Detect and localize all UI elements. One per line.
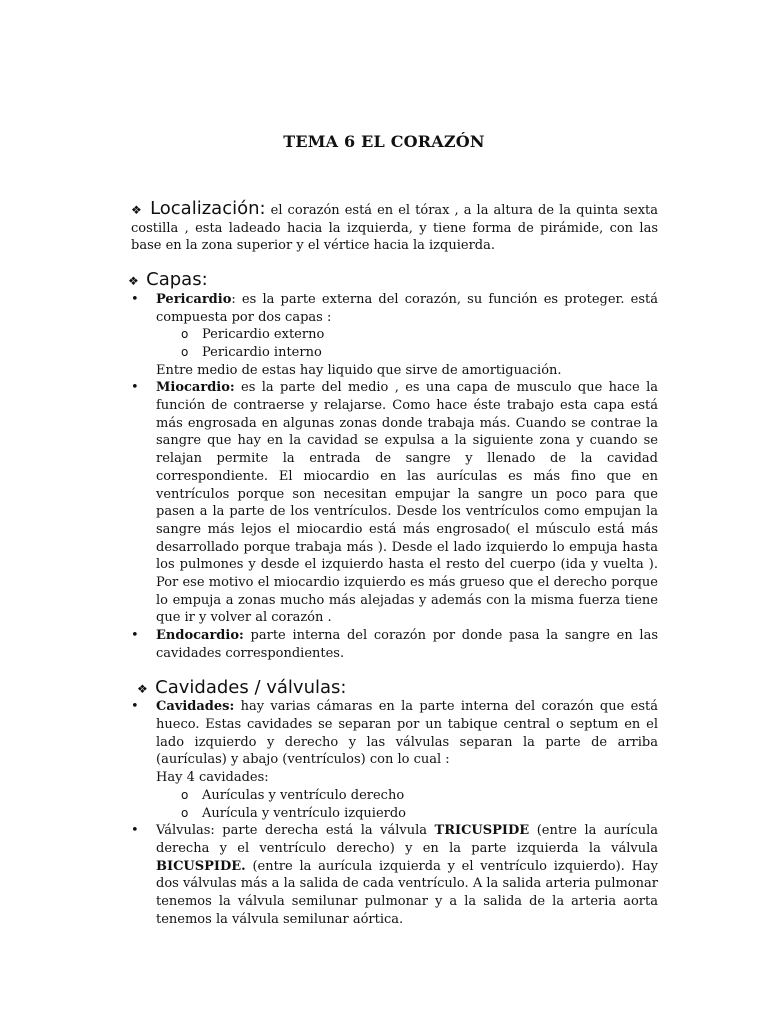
circle-bullet-icon: o [181, 805, 189, 820]
endocardio-term: Endocardio: [156, 628, 244, 644]
cavidades-term: Cavidades: [156, 699, 235, 715]
pericardio-term: Pericardio [156, 291, 232, 307]
list-item-miocardio [131, 379, 658, 627]
sub-item-label: Aurículas y ventrículo derecho [202, 787, 405, 803]
bullet-icon: • [131, 380, 139, 396]
pericardio-after-text [131, 362, 658, 380]
bicuspide-term: BICUSPIDE. [156, 858, 246, 874]
circle-bullet-icon: o [181, 327, 189, 342]
after-text: Entre medio de estas hay liquido que sirve de amortiguación. [156, 362, 562, 378]
localizacion-text: el corazón está en el tórax , a la altura de la quinta sexta costilla , esta ladeado hacia la izquierda, y tiene forma de pirámide, con las base en la zona superior y el vértice hacia la izquierda. [131, 203, 658, 254]
document-title: TEMA 6 EL CORAZÓN [283, 132, 485, 151]
list-item-endocardio [131, 627, 658, 662]
list-item-valvulas [131, 822, 658, 928]
list-item-pericardio [131, 291, 658, 326]
bullet-icon: • [131, 628, 139, 644]
section-localizacion [131, 200, 658, 255]
section-cavidades [131, 676, 658, 929]
valvulas-text-2: (entre la aurícula derecha y el ventrículo derecho) y en la parte izquierda la válvula [156, 823, 658, 856]
circle-bullet-icon: o [181, 787, 189, 802]
diamond-bullet-icon: ❖ [137, 681, 148, 696]
tricuspide-term: TRICUSPIDE [434, 823, 530, 839]
cavidades-heading: Cavidades / válvulas: [155, 676, 347, 698]
cavidades-text: hay varias cámaras en la parte interna del corazón que está hueco. Estas cavidades se separan por un tabique central o septum en el lado izquierdo y derecho y las válvulas separan la parte de arriba (aurículas) y abajo (ventrículos) con lo cual : [156, 699, 658, 768]
localizacion-paragraph [131, 200, 658, 255]
miocardio-text: es la parte del medio , es una capa de musculo que hace la función de contraerse y relajarse. Como hace éste trabajo esta capa está más engrosada en algunas zonas donde trabaja más. Cuando se contrae la sangre que hay en la cavidad se expulsa a la siguiente zona y cuando se relajan permite la entrada de sangre y llenado de la cavidad correspondiente. El miocardio en las aurículas es más fino que en ventrículos porque son necesitan empujar la sangre un poco para que pasen a la parte de los ventrículos. Desde los ventrículos como empujan la sangre más lejos el miocardio está más engrosado( el músculo está más desarrollado porque trabaja más ). Desde el lado izquierdo lo empuja hasta los pulmones y desde el izquierdo hasta el resto del cuerpo (ida y vuelta ). Por ese motivo el miocardio izquierdo es más grueso que el derecho porque lo empuja a zonas mucho más alejadas y además con la misma fuerza tiene que ir y volver al corazón . [156, 380, 658, 626]
circle-bullet-icon: o [181, 344, 189, 359]
localizacion-heading: Localización: [150, 198, 266, 219]
sub-item-label: Pericardio interno [202, 344, 322, 360]
pericardio-text: : es la parte externa del corazón, su función es proteger. está compuesta por dos capas : [156, 291, 658, 325]
sub-item-cavidad-izquierda [131, 805, 658, 823]
section-capas [128, 269, 658, 662]
sub-item-cavidad-derecha [131, 787, 658, 805]
bullet-icon: • [131, 291, 139, 307]
sub-item-label: Pericardio externo [202, 327, 325, 343]
bullet-icon: • [131, 823, 139, 839]
sub-item-pericardio-interno [131, 344, 658, 362]
valvulas-text-1: Válvulas: parte derecha está la válvula [156, 823, 435, 839]
miocardio-term: Miocardio: [156, 380, 235, 396]
capas-heading: Capas: [146, 269, 208, 291]
diamond-bullet-icon: ❖ [128, 274, 139, 289]
diamond-bullet-icon: ❖ [131, 203, 142, 217]
cavidades-count-line [131, 769, 658, 787]
document-body [128, 198, 658, 928]
sub-item-pericardio-externo [131, 326, 658, 344]
valvulas-text-3: (entre la aurícula izquierda y el ventrículo izquierdo). Hay dos válvulas más a la salida de cada ventrículo. A la salida arteria pulmonar tenemos la válvula semilunar pulmonar y a la salida de la arteria aorta tenemos la válvula semilunar aórtica. [156, 858, 658, 927]
bullet-icon: • [131, 699, 139, 715]
endocardio-text: parte interna del corazón por donde pasa la sangre en las cavidades correspondientes. [156, 628, 658, 661]
sub-item-label: Aurícula y ventrículo izquierdo [202, 805, 406, 821]
list-item-cavidades [131, 698, 658, 769]
count-text: Hay 4 cavidades: [156, 770, 269, 786]
